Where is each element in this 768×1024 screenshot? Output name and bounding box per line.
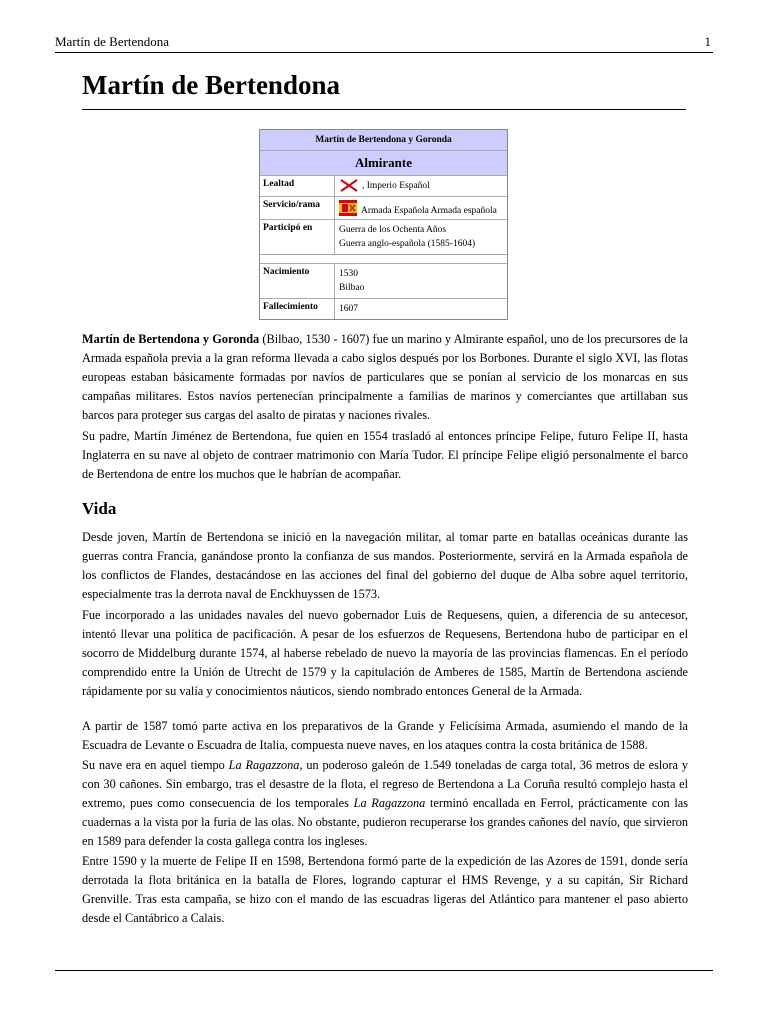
section-heading-vida: Vida (82, 499, 117, 518)
infobox-header: Martín de Bertendona y Goronda (260, 130, 507, 151)
infobox-label: Lealtad (260, 176, 335, 196)
paragraph-intro (82, 330, 688, 425)
header-rule (55, 52, 713, 53)
paragraph-text: Desde joven, Martín de Bertendona se inició en la navegación militar, al tomar parte en batallas oceánicas durante las guerras contra Francia, ganándose pronto la confianza de sus mandos. Posteriormente, servirá en la Armada española de los conflictos de Flandes, destacándose en las acciones del final del gobierno del duque de Alba sobre aquel territorio, especialmente tras la derrota naval de Enckhuyssen de 1573. (82, 530, 688, 601)
paragraph (82, 756, 688, 851)
title-rule (82, 109, 686, 110)
running-header-title: Martín de Bertendona (55, 34, 170, 49)
infobox-row-lealtad (260, 176, 507, 197)
infobox-label: Fallecimiento (260, 299, 335, 319)
ship-name: La Ragazzona (353, 796, 426, 810)
infobox-row-nacimiento (260, 264, 507, 299)
infobox-value[interactable]: , Imperio Español (362, 181, 430, 191)
infobox-value[interactable]: Guerra de los Ochenta Años (339, 225, 447, 235)
burgundy-cross-flag-icon (339, 179, 359, 192)
paragraph (82, 427, 688, 484)
infobox-label: Servicio/rama (260, 197, 335, 219)
page-number: 1 (704, 34, 711, 49)
infobox-label: Participó en (260, 220, 335, 254)
infobox-label: Nacimiento (260, 264, 335, 298)
paragraph-text: terminó encallada en Ferrol, prácticamente con las cuadernas a la vista por la furia de las olas. No obstante, pudieron recuperarse los grandes cañones del navío, que sirvieron en 1589 para defender la costa gallega contra los ingleses. (82, 796, 688, 848)
ship-name: La Ragazzona (228, 758, 300, 772)
paragraph (82, 852, 688, 928)
paragraph (82, 717, 688, 755)
paragraph (82, 606, 688, 701)
paragraph-text: Su nave era en aquel tiempo (82, 758, 229, 772)
footer-rule (55, 970, 713, 971)
infobox-row-participo (260, 220, 507, 255)
paragraph-text: A partir de 1587 tomó parte activa en los preparativos de la Grande y Felicísima Armada, asumiendo el mando de la Escuadra de Levante o Escuadra de Italia, compuesta nueve naves, en los ataques contra la costa británica de 1588. (82, 719, 688, 752)
spanish-navy-flag-icon (339, 200, 357, 216)
infobox-row-fallecimiento (260, 299, 507, 319)
infobox-row-servicio (260, 197, 507, 220)
paragraph-text: (Bilbao, 1530 - 1607) fue un marino y Almirante español, uno de los precursores de la Armada española previa a la gran reforma llevada a cabo siglos después por los Borbones. Durante el siglo XVI, las flotas europeas estaban básicamente formadas por navíos de particulares que se ponían al servicio de los monarcas en sus campañas militares. Estos navíos pertenecían principalmente a familias de marinos y comerciantes que artillaban sus barcos para proteger sus cargas del asalto de piratas y naciones rivales. (82, 332, 689, 422)
running-header (55, 34, 713, 52)
infobox (259, 129, 508, 320)
paragraph-text: Su padre, Martín Jiménez de Bertendona, fue quien en 1554 trasladó al entonces príncipe Felipe, futuro Felipe II, hasta Inglaterra en su nave al objeto de contraer matrimonio con María Tudor. El príncipe Felipe eligió personalmente el barco de Bertendona de entre los muchos que le habrían de acompañar. (82, 429, 688, 481)
lead-bold-name: Martín de Bertendona y Goronda (82, 332, 260, 346)
page-title: Martín de Bertendona (82, 70, 340, 100)
paragraph (82, 528, 688, 604)
paragraph-text: Fue incorporado a las unidades navales del nuevo gobernador Luis de Requesens, quien, a diferencia de su antecesor, intentó llevar una política de pacificación. A pesar de los esfuerzos de Requesens, Bertendona hubo de participar en el socorro de Middelburg durante 1574, al haberse rebelado de nuevo la mayoría de las provincias flamencas. En el período comprendido entre la Unión de Utrecht de 1579 y la capitulación de Amberes de 1585, Martín de Bertendona asciende rápidamente por su valía y conocimientos náuticos, siendo nombrado entonces General de la Armada. (82, 608, 688, 698)
infobox-value[interactable]: 1607 (339, 304, 358, 314)
paragraph-text: Entre 1590 y la muerte de Felipe II en 1598, Bertendona formó parte de la expedición de las Azores de 1591, donde sería derrotada la flota británica en la batalla de Flores, logrando capturar el HMS Revenge, y a su capitán, Sir Richard Grenville. Tras esta campaña, se hizo con el mando de las escuadras ligeras del Atlántico para mantener el paso abierto desde el Cantábrico a Calais. (82, 854, 688, 925)
infobox-rank: Almirante (260, 151, 507, 176)
infobox-value[interactable]: Guerra anglo-española (1585-1604) (339, 239, 476, 249)
infobox-value[interactable]: Armada Española Armada española (361, 206, 497, 216)
infobox-value[interactable]: 1530 (339, 269, 358, 279)
infobox-value[interactable]: Bilbao (339, 283, 365, 293)
paragraph-text: , un poderoso galeón de 1.549 toneladas de carga total, 36 metros de eslora y con 30 cañones. Sin embargo, tras el desastre de la flota, el regreso de Bertendona a La Coruña resultó complejo hasta el extremo, pues como consecuencia de los temporales (82, 758, 689, 810)
